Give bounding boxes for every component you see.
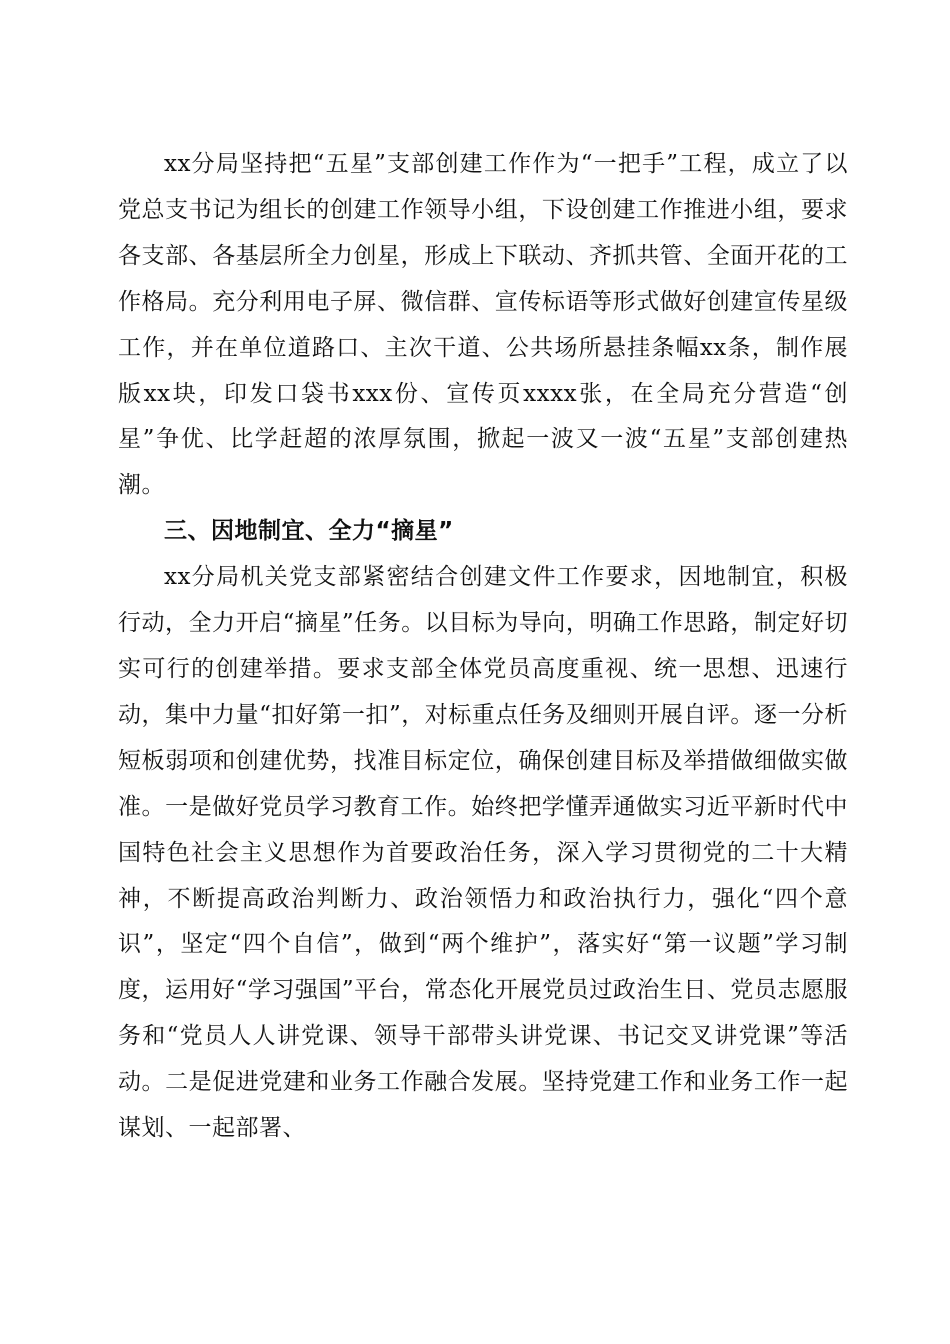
document-body — [118, 142, 848, 1152]
section-heading: 三、因地制宜、全力“摘星” — [164, 518, 454, 545]
paragraph-publicity: xx分局坚持把“五星”支部创建工作作为“一把手”工程，成立了以党总支书记为组长的创建工作领导小组，下设创建工作推进小组，要求各支部、各基层所全力创星，形成上下联动、齐抓共管、全面开花的工作格局。充分利用电子屏、微信群、宣传标语等形式做好创建宣传星级工作，并在单位道路口、主次干道、公共场所悬挂条幅xx条，制作展版xx块，印发口袋书xxx份、宣传页xxxx张，在全局充分营造“创星”争优、比学赶超的浓厚氛围，掀起一波又一波“五星”支部创建热潮。 — [118, 151, 848, 499]
paragraph-star-picking: xx分局机关党支部紧密结合创建文件工作要求，因地制宜，积极行动，全力开启“摘星”任务。以目标为导向，明确工作思路，制定好切实可行的创建举措。要求支部全体党员高度重视、统一思想、迅速行动，集中力量“扣好第一扣”，对标重点任务及细则开展自评。逐一分析短板弱项和创建优势，找准目标定位，确保创建目标及举措做细做实做准。一是做好党员学习教育工作。始终把学懂弄通做实习近平新时代中国特色社会主义思想作为首要政治任务，深入学习贯彻党的二十大精神，不断提高政治判断力、政治领悟力和政治执行力，强化“四个意识”，坚定“四个自信”，做到“两个维护”，落实好“第一议题”学习制度，运用好“学习强国”平台，常态化开展党员过政治生日、党员志愿服务和“党员人人讲党课、领导干部带头讲党课、书记交叉讲党课”等活动。二是促进党建和业务工作融合发展。坚持党建工作和业务工作一起谋划、一起部署、 — [118, 564, 848, 1142]
